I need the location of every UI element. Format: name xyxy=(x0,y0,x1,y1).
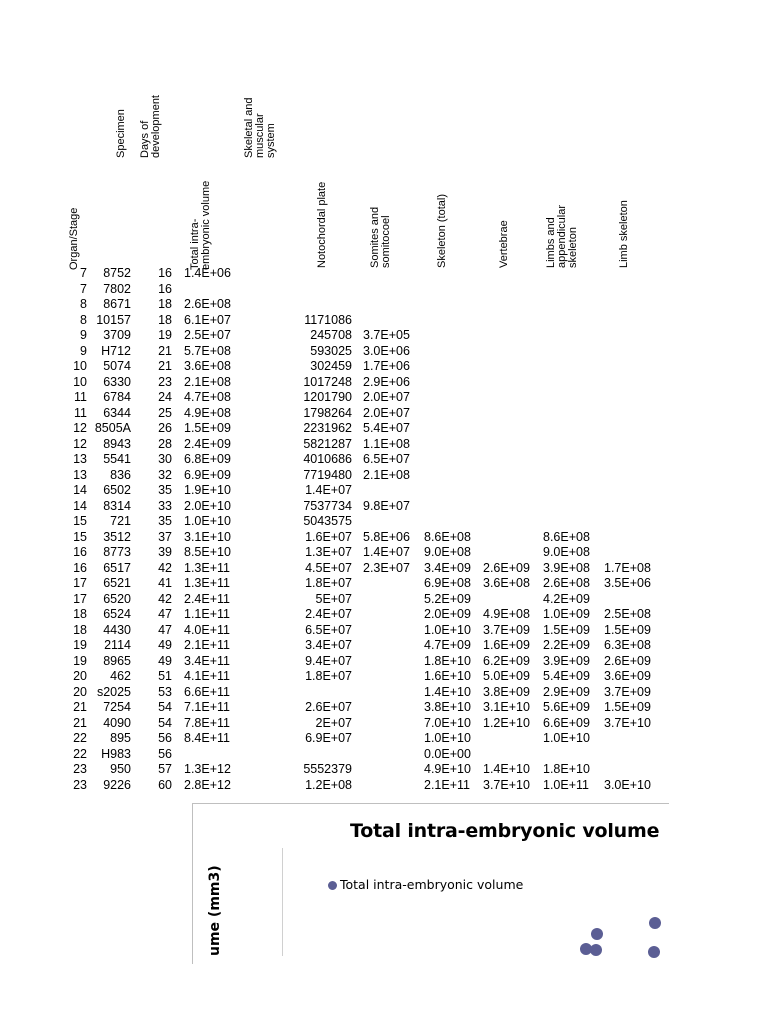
cell-specimen[interactable]: 2114 xyxy=(104,638,131,652)
cell-specimen[interactable]: 8943 xyxy=(103,436,131,451)
cell-somites[interactable]: 9.8E+07 xyxy=(363,498,410,513)
cell-stage[interactable]: 9 xyxy=(80,343,87,358)
cell-stage[interactable]: 17 xyxy=(73,591,87,606)
cell-specimen[interactable]: 7254 xyxy=(103,700,131,714)
cell-total[interactable]: 4.9E+08 xyxy=(184,405,231,420)
cell-skel[interactable]: 4.7E+09 xyxy=(424,638,471,652)
column-header-limbsk: Limb skeleton xyxy=(618,200,630,268)
cell-days[interactable]: 56 xyxy=(158,731,172,745)
cell-total[interactable]: 2.1E+08 xyxy=(184,374,231,389)
cell-vert[interactable]: 4.9E+08 xyxy=(483,607,530,621)
cell-noto[interactable]: 2E+07 xyxy=(315,715,352,730)
cell-total[interactable]: 2.4E+09 xyxy=(184,436,231,451)
cell-days[interactable]: 33 xyxy=(158,498,172,513)
cell-somites[interactable]: 2.3E+07 xyxy=(363,560,410,575)
cell-noto[interactable]: 9.4E+07 xyxy=(305,653,352,668)
cell-vert[interactable]: 1.2E+10 xyxy=(483,715,530,730)
cell-total[interactable]: 1.5E+09 xyxy=(184,421,231,435)
cell-stage[interactable]: 18 xyxy=(73,607,87,621)
cell-total[interactable]: 7.1E+11 xyxy=(184,700,230,714)
cell-stage[interactable]: 10 xyxy=(73,374,87,389)
cell-noto[interactable]: 245708 xyxy=(310,328,352,342)
cell-limbsk[interactable]: 3.7E+09 xyxy=(604,684,651,699)
cell-skel[interactable]: 5.2E+09 xyxy=(424,591,471,606)
cell-days[interactable]: 49 xyxy=(158,653,172,668)
cell-stage[interactable]: 15 xyxy=(73,529,87,544)
cell-skel[interactable]: 1.0E+10 xyxy=(424,622,471,637)
cell-somites[interactable]: 5.8E+06 xyxy=(363,529,410,544)
cell-skel[interactable]: 3.8E+10 xyxy=(424,700,471,714)
cell-total[interactable]: 3.4E+11 xyxy=(184,653,230,668)
cell-limbs[interactable]: 3.9E+08 xyxy=(543,560,590,575)
cell-somites[interactable]: 2.0E+07 xyxy=(363,390,410,404)
cell-skel[interactable]: 4.9E+10 xyxy=(424,762,471,776)
cell-limbs[interactable]: 4.2E+09 xyxy=(543,591,590,606)
cell-noto[interactable]: 593025 xyxy=(310,343,352,358)
cell-vert[interactable]: 2.6E+09 xyxy=(483,560,530,575)
cell-limbsk[interactable]: 2.6E+09 xyxy=(604,653,651,668)
cell-vert[interactable]: 3.7E+10 xyxy=(483,777,530,792)
cell-total[interactable]: 7.8E+11 xyxy=(184,715,230,730)
cell-limbsk[interactable]: 1.5E+09 xyxy=(604,622,651,637)
cell-stage[interactable]: 20 xyxy=(73,669,87,683)
cell-limbs[interactable]: 2.2E+09 xyxy=(543,638,590,652)
cell-total[interactable]: 5.7E+08 xyxy=(184,343,231,358)
cell-specimen[interactable]: 8773 xyxy=(103,545,131,559)
cell-somites[interactable]: 5.4E+07 xyxy=(363,421,410,435)
cell-noto[interactable]: 1.6E+07 xyxy=(305,529,352,544)
cell-skel[interactable]: 0.0E+00 xyxy=(424,746,471,761)
cell-noto[interactable]: 5552379 xyxy=(303,762,352,776)
cell-total[interactable]: 8.4E+11 xyxy=(184,731,230,745)
cell-specimen[interactable]: 6330 xyxy=(103,374,131,389)
cell-skel[interactable]: 1.8E+10 xyxy=(424,653,471,668)
cell-limbsk[interactable]: 3.6E+09 xyxy=(604,669,651,683)
cell-days[interactable]: 35 xyxy=(158,483,172,497)
cell-stage[interactable]: 22 xyxy=(73,746,87,761)
cell-days[interactable]: 23 xyxy=(158,374,172,389)
cell-limbs[interactable]: 2.9E+09 xyxy=(543,684,590,699)
cell-somites[interactable]: 3.0E+06 xyxy=(363,343,410,358)
cell-specimen[interactable]: 6502 xyxy=(103,483,131,497)
cell-noto[interactable]: 1.8E+07 xyxy=(305,669,352,683)
cell-noto[interactable]: 6.9E+07 xyxy=(305,731,352,745)
chart-y-axis-label: ume (mm3) xyxy=(207,865,223,956)
cell-specimen[interactable]: 6520 xyxy=(103,591,131,606)
cell-specimen[interactable]: 3512 xyxy=(103,529,131,544)
cell-specimen[interactable]: 6344 xyxy=(103,405,131,420)
cell-stage[interactable]: 8 xyxy=(80,297,87,311)
cell-somites[interactable]: 1.4E+07 xyxy=(363,545,410,559)
data-point[interactable] xyxy=(649,917,661,929)
cell-specimen[interactable]: 721 xyxy=(110,514,131,528)
cell-somites[interactable]: 6.5E+07 xyxy=(363,452,410,466)
cell-limbs[interactable]: 1.0E+11 xyxy=(543,777,589,792)
cell-total[interactable]: 6.6E+11 xyxy=(184,684,230,699)
cell-stage[interactable]: 15 xyxy=(73,514,87,528)
cell-days[interactable]: 28 xyxy=(158,436,172,451)
cell-days[interactable]: 57 xyxy=(158,762,172,776)
column-header-noto: Notochordal plate xyxy=(316,181,328,268)
cell-total[interactable]: 2.5E+07 xyxy=(184,328,231,342)
cell-vert[interactable]: 6.2E+09 xyxy=(483,653,530,668)
cell-limbsk[interactable]: 3.0E+10 xyxy=(604,777,651,792)
cell-skel[interactable]: 6.9E+08 xyxy=(424,576,471,590)
cell-skel[interactable]: 2.1E+11 xyxy=(424,777,470,792)
cell-stage[interactable]: 14 xyxy=(73,498,87,513)
cell-total[interactable]: 6.9E+09 xyxy=(184,467,231,482)
cell-stage[interactable]: 10 xyxy=(73,359,87,373)
cell-noto[interactable]: 3.4E+07 xyxy=(305,638,352,652)
cell-stage[interactable]: 7 xyxy=(80,266,87,280)
cell-stage[interactable]: 23 xyxy=(73,762,87,776)
cell-total[interactable]: 3.6E+08 xyxy=(184,359,231,373)
cell-noto[interactable]: 2.4E+07 xyxy=(305,607,352,621)
cell-stage[interactable]: 16 xyxy=(73,545,87,559)
cell-specimen[interactable]: 9226 xyxy=(103,777,131,792)
cell-days[interactable]: 49 xyxy=(158,638,172,652)
cell-noto[interactable]: 5043575 xyxy=(303,514,352,528)
cell-specimen[interactable]: 836 xyxy=(110,467,131,482)
cell-stage[interactable]: 21 xyxy=(73,715,87,730)
cell-total[interactable]: 1.3E+11 xyxy=(184,576,230,590)
cell-stage[interactable]: 12 xyxy=(73,436,87,451)
cell-stage[interactable]: 12 xyxy=(73,421,87,435)
cell-days[interactable]: 60 xyxy=(158,777,172,792)
cell-total[interactable]: 4.0E+11 xyxy=(184,622,230,637)
cell-noto[interactable]: 1.3E+07 xyxy=(305,545,352,559)
cell-days[interactable]: 47 xyxy=(158,607,172,621)
cell-specimen[interactable]: 5074 xyxy=(103,359,131,373)
chart-plot-area xyxy=(193,804,669,964)
cell-total[interactable]: 1.4E+06 xyxy=(184,266,231,280)
cell-vert[interactable]: 1.4E+10 xyxy=(483,762,530,776)
cell-noto[interactable]: 1.4E+07 xyxy=(305,483,352,497)
column-header-vert: Vertebrae xyxy=(498,220,510,268)
cell-vert[interactable]: 3.1E+10 xyxy=(483,700,530,714)
cell-stage[interactable]: 23 xyxy=(73,777,87,792)
cell-noto[interactable]: 5821287 xyxy=(303,436,352,451)
cell-stage[interactable]: 21 xyxy=(73,700,87,714)
cell-skel[interactable]: 9.0E+08 xyxy=(424,545,471,559)
cell-skel[interactable]: 8.6E+08 xyxy=(424,529,471,544)
cell-days[interactable]: 18 xyxy=(158,312,172,327)
cell-specimen[interactable]: H712 xyxy=(101,343,131,358)
cell-specimen[interactable]: 8505A xyxy=(94,421,131,435)
cell-total[interactable]: 2.4E+11 xyxy=(184,591,230,606)
cell-total[interactable]: 2.8E+12 xyxy=(184,777,231,792)
cell-specimen[interactable]: 6517 xyxy=(103,560,131,575)
cell-days[interactable]: 54 xyxy=(158,715,172,730)
cell-skel[interactable]: 2.0E+09 xyxy=(424,607,471,621)
cell-noto[interactable]: 7537734 xyxy=(303,498,352,513)
cell-stage[interactable]: 17 xyxy=(73,576,87,590)
cell-days[interactable]: 41 xyxy=(158,576,172,590)
data-point[interactable] xyxy=(590,944,602,956)
cell-total[interactable]: 1.9E+10 xyxy=(184,483,231,497)
cell-days[interactable]: 19 xyxy=(158,328,172,342)
cell-days[interactable]: 24 xyxy=(158,390,172,404)
cell-limbs[interactable]: 2.6E+08 xyxy=(543,576,590,590)
cell-limbs[interactable]: 8.6E+08 xyxy=(543,529,590,544)
cell-days[interactable]: 16 xyxy=(158,281,172,296)
cell-stage[interactable]: 20 xyxy=(73,684,87,699)
cell-total[interactable]: 6.8E+09 xyxy=(184,452,231,466)
cell-noto[interactable]: 6.5E+07 xyxy=(305,622,352,637)
cell-specimen[interactable]: 895 xyxy=(110,731,131,745)
cell-vert[interactable]: 3.7E+09 xyxy=(483,622,530,637)
cell-skel[interactable]: 7.0E+10 xyxy=(424,715,471,730)
cell-days[interactable]: 21 xyxy=(158,343,172,358)
cell-noto[interactable]: 5E+07 xyxy=(315,591,352,606)
cell-specimen[interactable]: 462 xyxy=(110,669,131,683)
cell-days[interactable]: 30 xyxy=(158,452,172,466)
cell-total[interactable]: 1.0E+10 xyxy=(184,514,231,528)
cell-stage[interactable]: 13 xyxy=(73,467,87,482)
cell-specimen[interactable]: 6521 xyxy=(103,576,131,590)
cell-days[interactable]: 35 xyxy=(158,514,172,528)
cell-noto[interactable]: 1.8E+07 xyxy=(305,576,352,590)
cell-noto[interactable]: 1.2E+08 xyxy=(305,777,352,792)
cell-stage[interactable]: 19 xyxy=(73,653,87,668)
cell-stage[interactable]: 13 xyxy=(73,452,87,466)
cell-total[interactable]: 6.1E+07 xyxy=(184,312,231,327)
cell-limbsk[interactable]: 1.7E+08 xyxy=(604,560,651,575)
cell-stage[interactable]: 7 xyxy=(80,281,87,296)
cell-noto[interactable]: 1171086 xyxy=(304,312,352,327)
cell-stage[interactable]: 9 xyxy=(80,328,87,342)
cell-days[interactable]: 39 xyxy=(158,545,172,559)
cell-noto[interactable]: 4010686 xyxy=(303,452,352,466)
cell-total[interactable]: 4.7E+08 xyxy=(184,390,231,404)
cell-specimen[interactable]: 10157 xyxy=(96,312,131,327)
cell-total[interactable]: 2.6E+08 xyxy=(184,297,231,311)
cell-days[interactable]: 51 xyxy=(158,669,172,683)
cell-limbs[interactable]: 5.4E+09 xyxy=(543,669,590,683)
cell-limbsk[interactable]: 1.5E+09 xyxy=(604,700,651,714)
cell-specimen[interactable]: 8752 xyxy=(103,266,131,280)
cell-stage[interactable]: 18 xyxy=(73,622,87,637)
cell-somites[interactable]: 1.1E+08 xyxy=(363,436,410,451)
cell-specimen[interactable]: 3709 xyxy=(103,328,131,342)
cell-somites[interactable]: 2.9E+06 xyxy=(363,374,410,389)
cell-specimen[interactable]: 4430 xyxy=(103,622,131,637)
cell-specimen[interactable]: 7802 xyxy=(103,281,131,296)
cell-noto[interactable]: 7719480 xyxy=(303,467,352,482)
chart-title: Total intra-embryonic volume xyxy=(350,820,660,842)
data-point[interactable] xyxy=(591,928,603,940)
cell-days[interactable]: 42 xyxy=(158,591,172,606)
cell-vert[interactable]: 3.6E+08 xyxy=(483,576,530,590)
cell-limbs[interactable]: 3.9E+09 xyxy=(543,653,590,668)
cell-limbs[interactable]: 6.6E+09 xyxy=(543,715,590,730)
cell-limbs[interactable]: 1.0E+09 xyxy=(543,607,590,621)
cell-days[interactable]: 21 xyxy=(158,359,172,373)
cell-specimen[interactable]: 8314 xyxy=(103,498,131,513)
cell-noto[interactable]: 302459 xyxy=(310,359,352,373)
cell-noto[interactable]: 1201790 xyxy=(303,390,352,404)
cell-specimen[interactable]: H983 xyxy=(101,746,131,761)
cell-total[interactable]: 3.1E+10 xyxy=(184,529,231,544)
cell-total[interactable]: 2.0E+10 xyxy=(184,498,231,513)
cell-total[interactable]: 2.1E+11 xyxy=(184,638,230,652)
legend-label: Total intra-embryonic volume xyxy=(340,877,524,892)
cell-somites[interactable]: 1.7E+06 xyxy=(363,359,410,373)
cell-limbsk[interactable]: 2.5E+08 xyxy=(604,607,651,621)
cell-specimen[interactable]: s2025 xyxy=(96,684,131,699)
cell-stage[interactable]: 16 xyxy=(73,560,87,575)
cell-specimen[interactable]: 5541 xyxy=(103,452,131,466)
column-header-limbs: Limbs and appendicular skeleton xyxy=(545,205,579,268)
cell-specimen[interactable]: 6784 xyxy=(103,390,131,404)
cell-total[interactable]: 8.5E+10 xyxy=(184,545,231,559)
cell-days[interactable]: 47 xyxy=(158,622,172,637)
cell-stage[interactable]: 22 xyxy=(73,731,87,745)
cell-skel[interactable]: 1.0E+10 xyxy=(424,731,471,745)
cell-stage[interactable]: 11 xyxy=(74,390,87,404)
cell-days[interactable]: 54 xyxy=(158,700,172,714)
cell-days[interactable]: 16 xyxy=(158,266,172,280)
cell-vert[interactable]: 5.0E+09 xyxy=(483,669,530,683)
column-header-somites: Somites and somitocoel xyxy=(369,206,392,268)
cell-limbs[interactable]: 1.5E+09 xyxy=(543,622,590,637)
cell-limbs[interactable]: 1.8E+10 xyxy=(543,762,590,776)
cell-limbsk[interactable]: 3.5E+06 xyxy=(604,576,651,590)
cell-stage[interactable]: 8 xyxy=(80,312,87,327)
data-point[interactable] xyxy=(648,946,660,958)
cell-specimen[interactable]: 4090 xyxy=(103,715,131,730)
cell-total[interactable]: 1.3E+12 xyxy=(184,762,231,776)
cell-specimen[interactable]: 8965 xyxy=(103,653,131,668)
cell-somites[interactable]: 3.7E+05 xyxy=(363,328,410,342)
cell-stage[interactable]: 19 xyxy=(73,638,87,652)
cell-specimen[interactable]: 6524 xyxy=(103,607,131,621)
column-header-skeletal: Skeletal and muscular system xyxy=(243,97,277,158)
cell-days[interactable]: 32 xyxy=(158,467,172,482)
cell-limbsk[interactable]: 3.7E+10 xyxy=(604,715,651,730)
column-header-skel: Skeleton (total) xyxy=(436,194,448,268)
column-header-specimen: Specimen xyxy=(115,109,127,158)
cell-stage[interactable]: 11 xyxy=(74,405,87,420)
column-header-total: Total intra- embryonic volume xyxy=(189,180,212,270)
cell-total[interactable]: 1.1E+11 xyxy=(184,607,230,621)
cell-days[interactable]: 26 xyxy=(158,421,172,435)
chart[interactable] xyxy=(192,803,669,964)
cell-total[interactable]: 1.3E+11 xyxy=(184,560,230,575)
cell-noto[interactable]: 1798264 xyxy=(303,405,352,420)
cell-noto[interactable]: 1017248 xyxy=(303,374,352,389)
cell-noto[interactable]: 2231962 xyxy=(303,421,352,435)
cell-days[interactable]: 53 xyxy=(158,684,172,699)
cell-days[interactable]: 18 xyxy=(158,297,172,311)
cell-days[interactable]: 25 xyxy=(158,405,172,420)
cell-limbsk[interactable]: 6.3E+08 xyxy=(604,638,651,652)
cell-days[interactable]: 37 xyxy=(158,529,172,544)
cell-days[interactable]: 42 xyxy=(158,560,172,575)
cell-somites[interactable]: 2.0E+07 xyxy=(363,405,410,420)
cell-vert[interactable]: 3.8E+09 xyxy=(483,684,530,699)
cell-somites[interactable]: 2.1E+08 xyxy=(363,467,410,482)
column-header-days: Days of development xyxy=(139,95,162,158)
cell-specimen[interactable]: 950 xyxy=(110,762,131,776)
cell-stage[interactable]: 14 xyxy=(73,483,87,497)
cell-limbs[interactable]: 9.0E+08 xyxy=(543,545,590,559)
column-header-stage: Organ/Stage xyxy=(68,207,80,270)
cell-total[interactable]: 4.1E+11 xyxy=(184,669,230,683)
cell-days[interactable]: 56 xyxy=(158,746,172,761)
cell-skel[interactable]: 1.4E+10 xyxy=(424,684,471,699)
cell-noto[interactable]: 4.5E+07 xyxy=(305,560,352,575)
cell-specimen[interactable]: 8671 xyxy=(103,297,131,311)
cell-vert[interactable]: 1.6E+09 xyxy=(483,638,530,652)
cell-limbs[interactable]: 1.0E+10 xyxy=(543,731,590,745)
cell-noto[interactable]: 2.6E+07 xyxy=(305,700,352,714)
cell-skel[interactable]: 1.6E+10 xyxy=(424,669,471,683)
cell-skel[interactable]: 3.4E+09 xyxy=(424,560,471,575)
cell-limbs[interactable]: 5.6E+09 xyxy=(543,700,590,714)
